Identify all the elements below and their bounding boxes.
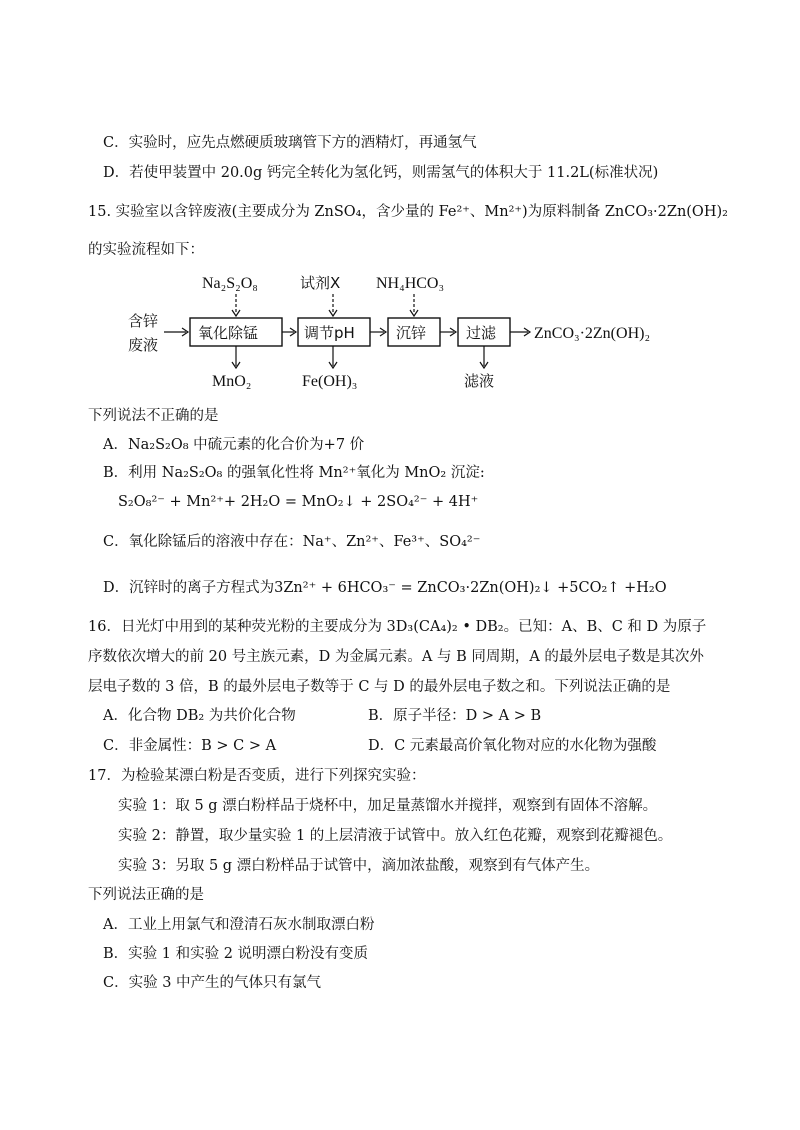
flow-step-2: 调节pH	[304, 324, 355, 342]
q16-stem-line1: 16．日光灯中用到的某种荧光粉的主要成分为 3D₃(CA₄)₂ • DB₂。已知：A、B、C 和 D 为原子	[88, 619, 707, 635]
q15-option-a: A．Na₂S₂O₈ 中硫元素的化合价为+7 价	[103, 437, 365, 453]
q16-stem-line3: 层电子数的 3 倍，B 的最外层电子数等于 C 与 D 的最外层电子数之和。下列说法正确的是	[88, 679, 671, 695]
flow-byproduct-2: Fe(OH)₃	[302, 373, 358, 390]
flow-reagent-1: Na₂S₂O₈	[202, 275, 258, 292]
q15-ask: 下列说法不正确的是	[88, 408, 219, 424]
q16-option-d: D．C 元素最高价氧化物对应的水化物为强酸	[368, 738, 657, 754]
flow-byproduct-1: MnO₂	[212, 373, 252, 390]
q17-experiment-2: 实验 2：静置，取少量实验 1 的上层清液于试管中。放入红色花瓣，观察到花瓣褪色。	[118, 828, 673, 844]
q16-option-b: B．原子半径：D > A > B	[368, 708, 542, 724]
q17-option-b: B．实验 1 和实验 2 说明漂白粉没有变质	[103, 946, 369, 962]
q16-stem-line2: 序数依次增大的前 20 号主族元素，D 为金属元素。A 与 B 同周期，A 的最外层电子数是其次外	[88, 649, 704, 665]
flow-step-4: 过滤	[466, 324, 497, 342]
flow-step-1: 氧化除锰	[198, 324, 259, 342]
q17-experiment-1: 实验 1：取 5 g 漂白粉样品于烧杯中，加足量蒸馏水并搅拌，观察到有固体不溶解。	[118, 798, 658, 814]
q14-option-c: C．实验时，应先点燃硬质玻璃管下方的酒精灯，再通氢气	[103, 135, 477, 151]
q17-stem: 17．为检验某漂白粉是否变质，进行下列探究实验：	[88, 768, 426, 784]
flow-product: ZnCO₃·2Zn(OH)₂	[534, 325, 651, 342]
q15-flow-diagram	[120, 268, 700, 398]
flow-start-line1: 含锌	[128, 312, 159, 330]
flow-reagent-3: NH₄HCO₃	[376, 275, 445, 292]
flow-reagent-2: 试剂X	[300, 274, 341, 292]
q16-option-c: C．非金属性：B > C > A	[103, 738, 277, 754]
q15-option-c: C．氧化除锰后的溶液中存在：Na⁺、Zn²⁺、Fe³⁺、SO₄²⁻	[103, 534, 481, 550]
q14-option-d: D．若使甲装置中 20.0g 钙完全转化为氢化钙，则需氢气的体积大于 11.2L(标准状况)	[103, 165, 659, 181]
q16-option-a: A．化合物 DB₂ 为共价化合物	[103, 708, 296, 724]
q17-option-c: C．实验 3 中产生的气体只有氯气	[103, 975, 322, 991]
flow-byproduct-3: 滤液	[464, 372, 495, 390]
flow-step-3: 沉锌	[396, 324, 427, 342]
q17-experiment-3: 实验 3：另取 5 g 漂白粉样品于试管中，滴加浓盐酸，观察到有气体产生。	[118, 858, 600, 874]
q15-stem-line2: 的实验流程如下：	[88, 242, 204, 258]
q17-ask: 下列说法正确的是	[88, 887, 204, 903]
q15-stem-line1: 15. 实验室以含锌废液(主要成分为 ZnSO₄，含少量的 Fe²⁺、Mn²⁺)为原料制备 ZnCO₃·2Zn(OH)₂	[88, 204, 728, 220]
q15-option-d: D．沉锌时的离子方程式为3Zn²⁺ + 6HCO₃⁻ = ZnCO₃·2Zn(OH)₂↓ +5CO₂↑ +H₂O	[103, 580, 667, 596]
q15-option-b-equation: S₂O₈²⁻ + Mn²⁺+ 2H₂O = MnO₂↓ + 2SO₄²⁻ + 4H⁺	[118, 494, 479, 510]
flow-start-line2: 废液	[128, 336, 159, 354]
q15-option-b: B．利用 Na₂S₂O₈ 的强氧化性将 Mn²⁺氧化为 MnO₂ 沉淀:	[103, 465, 485, 481]
q17-option-a: A．工业上用氯气和澄清石灰水制取漂白粉	[103, 917, 375, 933]
